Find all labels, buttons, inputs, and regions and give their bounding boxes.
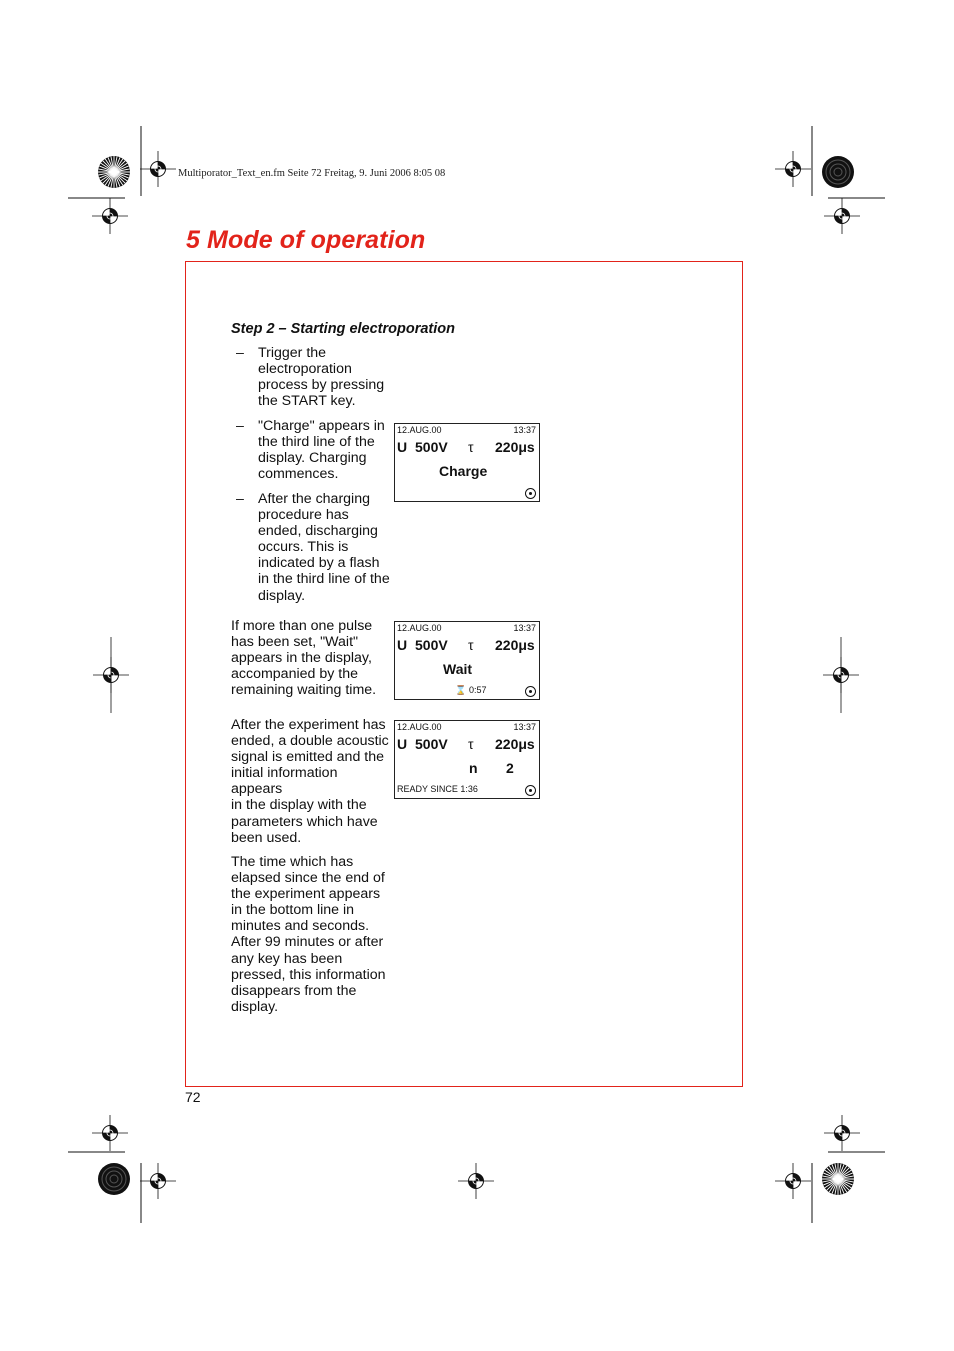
display-parameter-line: [395, 439, 539, 457]
voltage-value: 500V: [415, 439, 448, 455]
display-date: 12.AUG.00: [397, 722, 442, 732]
display-indicator-icon: [525, 488, 536, 499]
pulse-length-value: 220μs: [495, 637, 535, 653]
display-charge: [394, 423, 540, 502]
pulse-count-label: n: [469, 760, 478, 776]
voltage-label: U: [397, 736, 408, 752]
display-time: 13:37: [513, 722, 536, 732]
display-indicator-icon: [525, 686, 536, 697]
display-status-wait: Wait: [443, 661, 473, 677]
pulse-count-value: 2: [506, 760, 514, 776]
pulse-length-value: 220μs: [495, 439, 535, 455]
bullet-text: After the charging procedure has ended, discharging occurs. This is indicated by a flash in the third line of the display.: [258, 491, 390, 604]
display-parameter-line: [395, 637, 539, 655]
voltage-value: 500V: [415, 736, 448, 752]
bullet-dash: –: [236, 345, 244, 361]
display-status-charge: Charge: [439, 463, 488, 479]
page-title: 5 Mode of operation: [186, 226, 426, 254]
display-wait: [394, 621, 540, 700]
tau-symbol: τ: [468, 637, 474, 653]
display-indicator-icon: [525, 785, 536, 796]
bullet-text: "Charge" appears in the third line of the display. Charging commences.: [258, 418, 385, 483]
bullet-dash: –: [236, 418, 244, 434]
tau-symbol: τ: [468, 439, 474, 455]
paragraph-experiment-end: After the experiment has ended, a double acoustic signal is emitted and the initial information appears in the display with the parameters which have been used.: [231, 717, 389, 846]
wait-time: 0:57: [469, 685, 487, 695]
step-heading: Step 2 – Starting electroporation: [231, 321, 455, 337]
page-number: 72: [185, 1089, 201, 1105]
file-info-header: Multiporator_Text_en.fm Seite 72 Freitag, 9. Juni 2006 8:05 08: [178, 168, 446, 179]
paragraph-wait: If more than one pulse has been set, "Wait" appears in the display, accompanied by the remaining waiting time.: [231, 618, 377, 699]
hourglass-icon: ⌛: [455, 685, 467, 695]
voltage-label: U: [397, 439, 408, 455]
voltage-value: 500V: [415, 637, 448, 653]
voltage-label: U: [397, 637, 408, 653]
tau-symbol: τ: [468, 736, 474, 752]
display-date: 12.AUG.00: [397, 425, 442, 435]
display-ready: [394, 720, 540, 799]
display-time: 13:37: [513, 425, 536, 435]
bullet-text: Trigger the electroporation process by pressing the START key.: [258, 345, 385, 410]
pulse-length-value: 220μs: [495, 736, 535, 752]
ready-since-text: READY SINCE 1:36: [397, 784, 478, 794]
display-date: 12.AUG.00: [397, 623, 442, 633]
display-time: 13:37: [513, 623, 536, 633]
display-parameter-line: [395, 736, 539, 754]
bullet-dash: –: [236, 491, 244, 507]
paragraph-elapsed-time: The time which has elapsed since the end of the experiment appears in the bottom line in minutes and seconds. After 99 minutes or after any key has been pressed, this information disappears from the display.: [231, 854, 386, 1015]
